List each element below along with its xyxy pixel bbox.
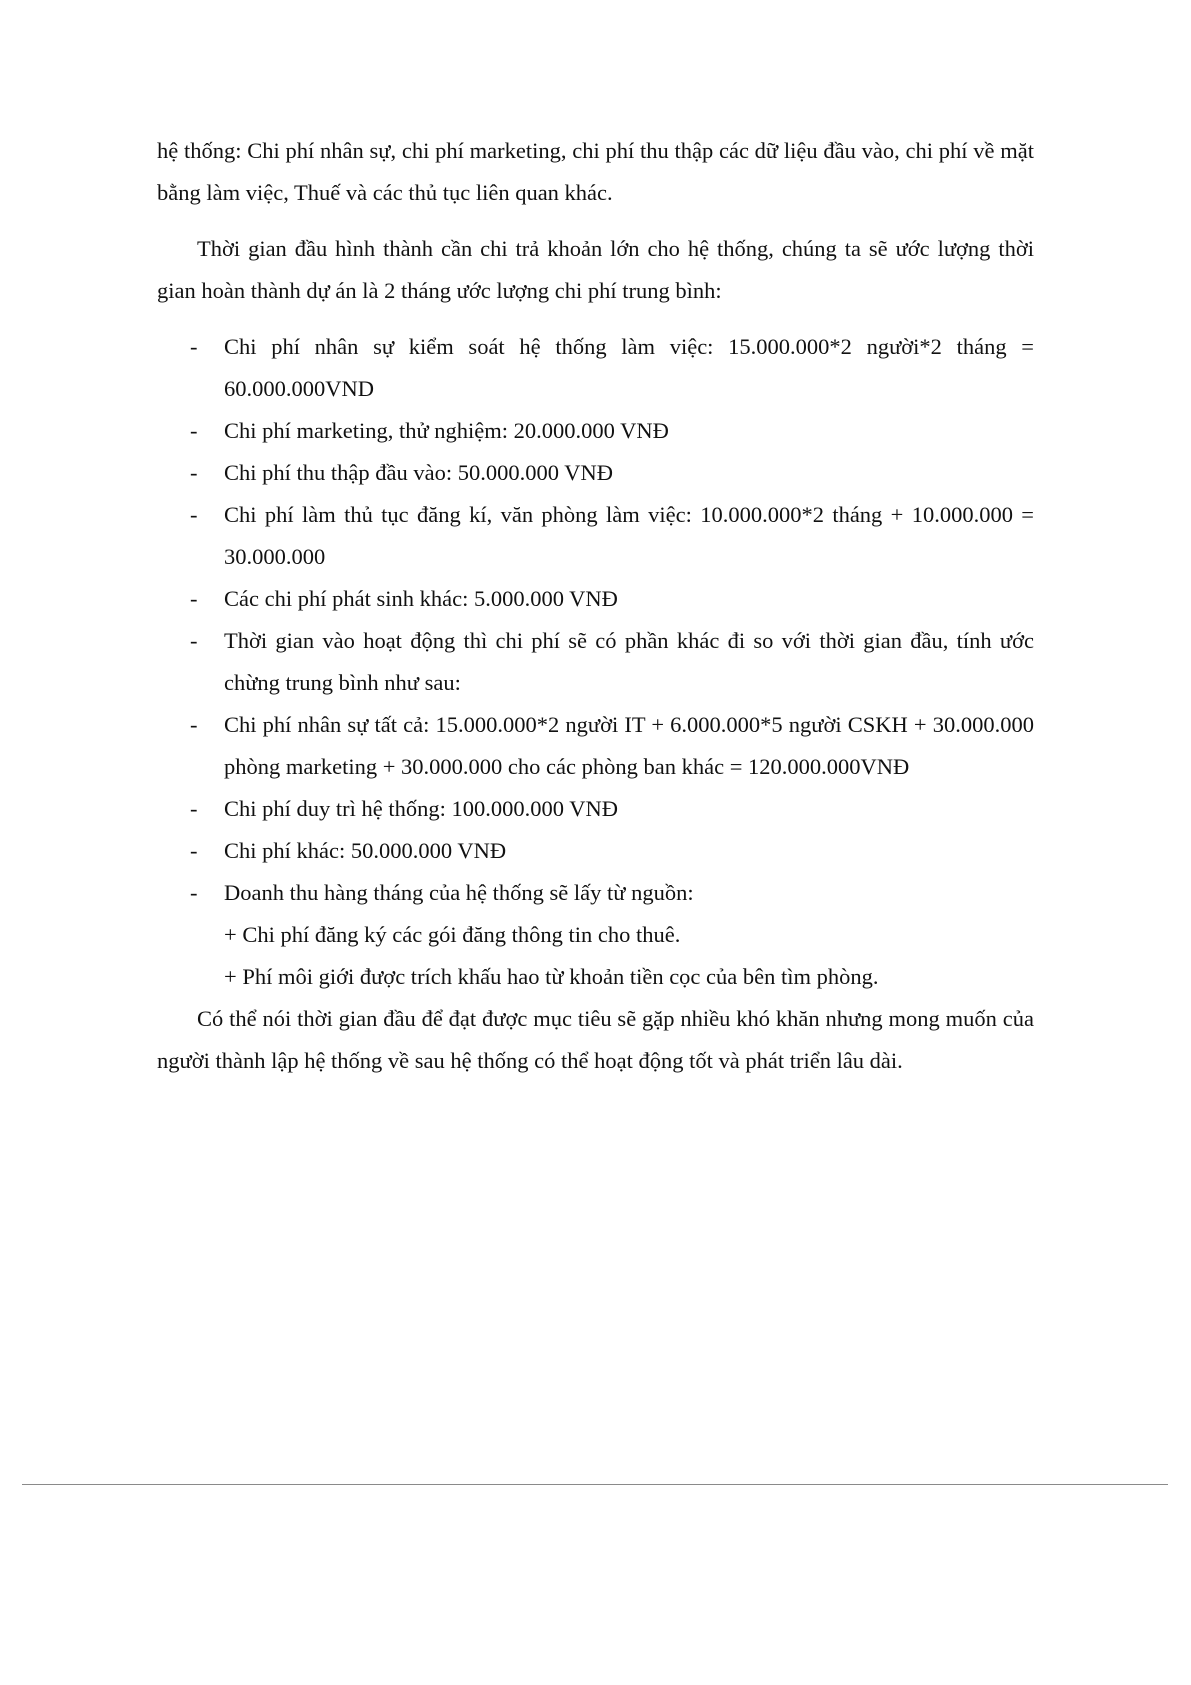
list-item-text: Thời gian vào hoạt động thì chi phí sẽ có phần khác đi so với thời gian đầu, tính ước chừng trung bình như sau: bbox=[224, 628, 1034, 695]
list-item bbox=[157, 872, 1034, 914]
bullet-dash: - bbox=[190, 796, 198, 821]
intro-paragraph: hệ thống: Chi phí nhân sự, chi phí marketing, chi phí thu thập các dữ liệu đầu vào, chi phí về mặt bằng làm việc, Thuế và các thủ tục liên quan khác. bbox=[157, 138, 1034, 205]
bullet-dash: - bbox=[190, 838, 198, 863]
list-item bbox=[157, 494, 1034, 578]
bullet-dash: - bbox=[190, 880, 198, 905]
list-item bbox=[157, 410, 1034, 452]
revenue-source-item: + Chi phí đăng ký các gói đăng thông tin cho thuê. bbox=[224, 922, 681, 947]
list-item-text: Chi phí duy trì hệ thống: 100.000.000 VNĐ bbox=[224, 796, 618, 821]
list-item bbox=[157, 326, 1034, 410]
list-item bbox=[157, 830, 1034, 872]
list-item-text: Doanh thu hàng tháng của hệ thống sẽ lấy từ nguồn: bbox=[224, 880, 694, 905]
conclusion-paragraph: Có thể nói thời gian đầu để đạt được mục tiêu sẽ gặp nhiều khó khăn nhưng mong muốn của người thành lập hệ thống về sau hệ thống có thể hoạt động tốt và phát triển lâu dài. bbox=[157, 1006, 1034, 1073]
list-item bbox=[157, 452, 1034, 494]
list-item-text: Các chi phí phát sinh khác: 5.000.000 VNĐ bbox=[224, 586, 618, 611]
list-item-text: Chi phí thu thập đầu vào: 50.000.000 VNĐ bbox=[224, 460, 613, 485]
cost-list bbox=[157, 326, 1034, 914]
list-item-text: Chi phí nhân sự kiểm soát hệ thống làm việc: 15.000.000*2 người*2 tháng = 60.000.000VND bbox=[224, 334, 1034, 401]
footer-divider bbox=[22, 1484, 1168, 1485]
list-item bbox=[157, 704, 1034, 788]
list-item-text: Chi phí nhân sự tất cả: 15.000.000*2 người IT + 6.000.000*5 người CSKH + 30.000.000 phòng marketing + 30.000.000 cho các phòng ban khác = 120.000.000VNĐ bbox=[224, 712, 1034, 779]
list-item-text: Chi phí làm thủ tục đăng kí, văn phòng làm việc: 10.000.000*2 tháng + 10.000.000 = 30.000.000 bbox=[224, 502, 1034, 569]
bullet-dash: - bbox=[190, 628, 198, 653]
list-item bbox=[157, 788, 1034, 830]
list-item bbox=[157, 578, 1034, 620]
bullet-dash: - bbox=[190, 334, 198, 359]
list-item-text: Chi phí marketing, thử nghiệm: 20.000.000 VNĐ bbox=[224, 418, 669, 443]
page-body bbox=[157, 130, 1034, 1082]
list-item-text: Chi phí khác: 50.000.000 VNĐ bbox=[224, 838, 507, 863]
bullet-dash: - bbox=[190, 418, 198, 443]
bullet-dash: - bbox=[190, 712, 198, 737]
bullet-dash: - bbox=[190, 586, 198, 611]
revenue-source-item: + Phí môi giới được trích khấu hao từ khoản tiền cọc của bên tìm phòng. bbox=[224, 964, 879, 989]
estimate-paragraph: Thời gian đầu hình thành cần chi trả khoản lớn cho hệ thống, chúng ta sẽ ước lượng thời gian hoàn thành dự án là 2 tháng ước lượng chi phí trung bình: bbox=[157, 236, 1034, 303]
bullet-dash: - bbox=[190, 460, 198, 485]
list-item bbox=[157, 620, 1034, 704]
bullet-dash: - bbox=[190, 502, 198, 527]
